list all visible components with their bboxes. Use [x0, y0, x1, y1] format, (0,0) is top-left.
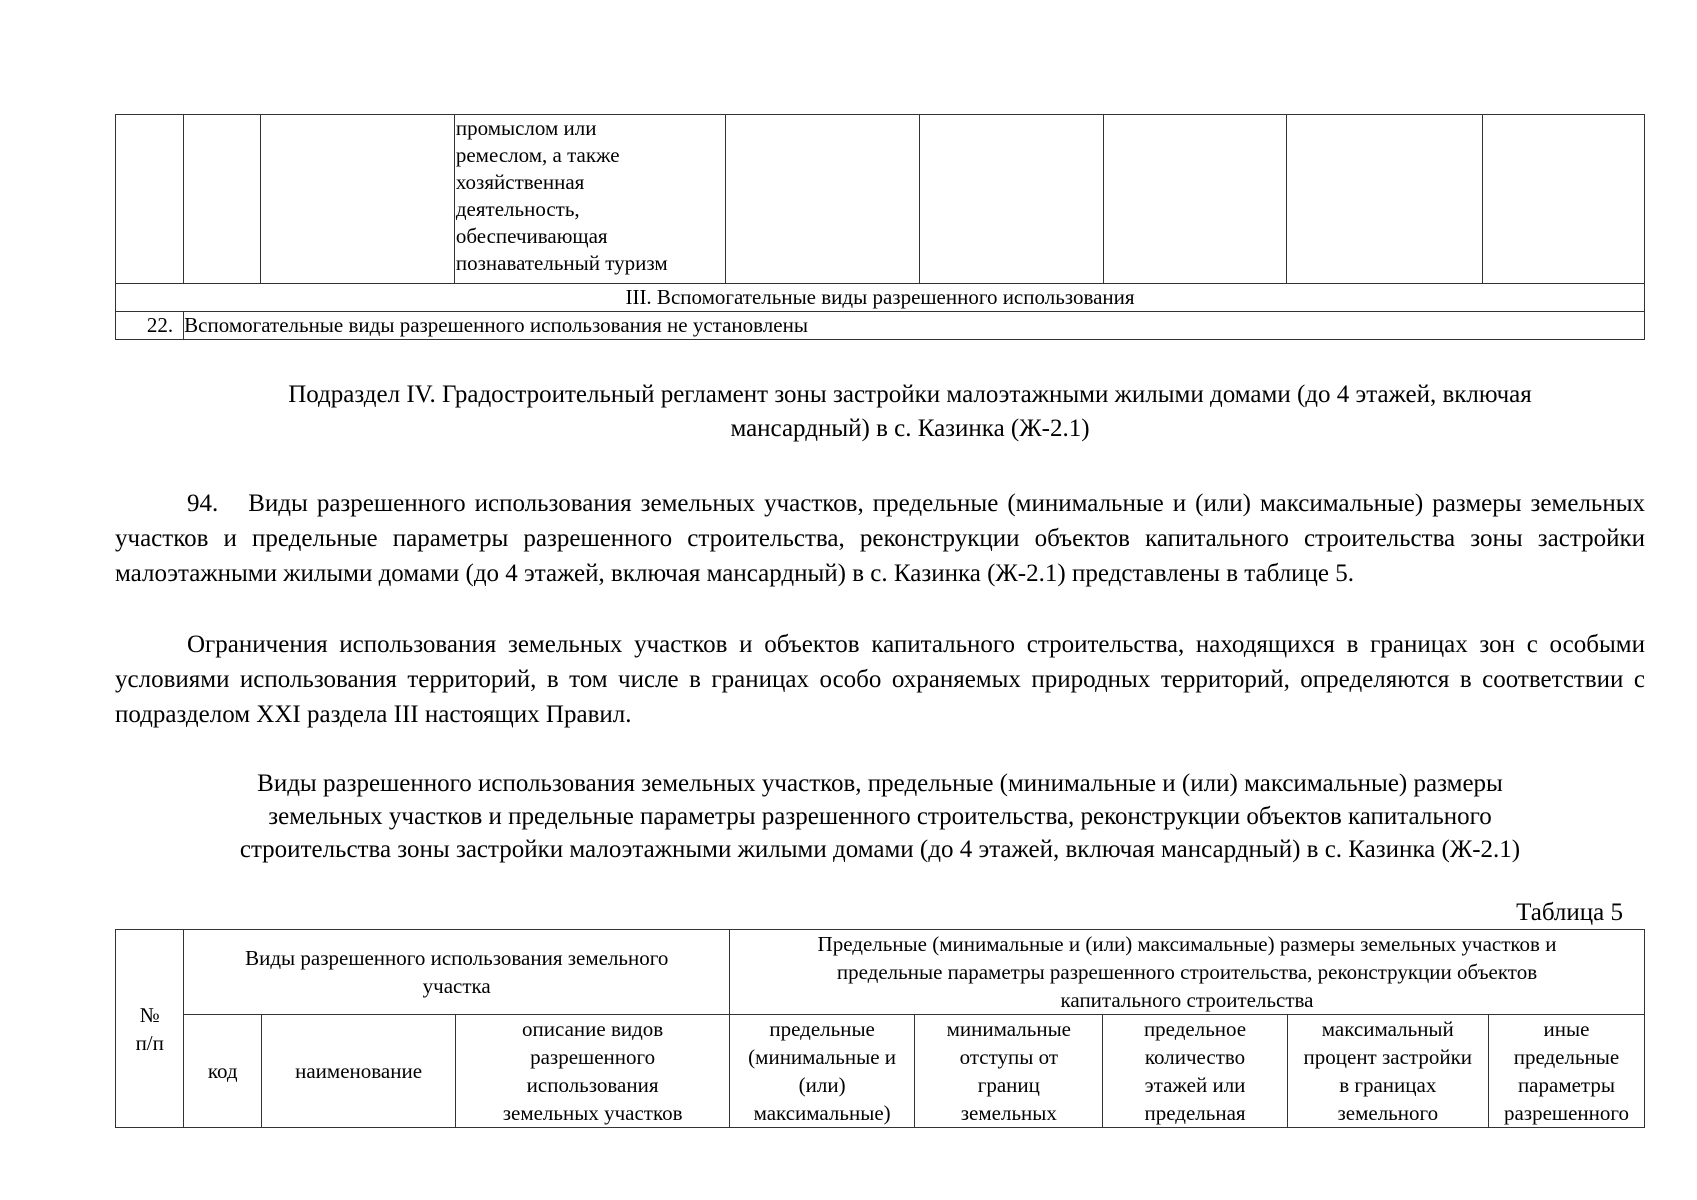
header-text-line: минимальные	[946, 1017, 1072, 1041]
paragraph-94	[115, 486, 1645, 591]
header-text-line: предельные	[1513, 1045, 1620, 1069]
row-number-cell: 22.	[116, 312, 184, 340]
table-cell	[1287, 115, 1483, 284]
header-text-line: п/п	[135, 1030, 164, 1055]
text-line: ремеслом, а также	[455, 143, 620, 167]
header-description	[456, 1015, 730, 1128]
header-text-line: отступы от	[959, 1045, 1059, 1069]
table-cell	[261, 115, 455, 284]
continued-table	[115, 114, 1645, 340]
table-5	[115, 929, 1645, 1128]
header-plot-sizes	[730, 1015, 915, 1128]
table-cell	[116, 115, 184, 284]
text-line: деятельность,	[455, 197, 580, 221]
paragraph-text: Виды разрешенного использования земельных участков, предельные (минимальные и (или) максимальные) размеры земельных участков и предельные параметры разрешенного строительства, реконструкции объектов капитального строительства зоны застройки малоэтажными жилыми домами (до 4 этажей, включая мансардный) в с. Казинка (Ж-2.1) представлены в таблице 5.	[115, 490, 1645, 587]
table-cell	[920, 115, 1103, 284]
header-text-line: (минимальные и	[748, 1045, 897, 1069]
paragraph-number: 94.	[187, 490, 219, 517]
row-text-cell: Вспомогательные виды разрешенного использования не установлены	[184, 312, 1645, 340]
header-text-line: капитального строительства	[1060, 988, 1314, 1012]
table-caption	[115, 767, 1645, 866]
header-text-line: земельных участков	[502, 1101, 683, 1125]
header-other-params	[1488, 1015, 1644, 1128]
header-text-line: этажей или	[1144, 1073, 1246, 1097]
table-cell	[184, 115, 261, 284]
header-code: код	[184, 1015, 262, 1128]
header-text-line: Предельные (минимальные и (или) максимальные) размеры земельных участков и	[817, 932, 1557, 956]
text-line: познавательный туризм	[455, 251, 668, 275]
header-text-line: разрешенного	[530, 1045, 656, 1069]
header-name: наименование	[261, 1015, 455, 1128]
paragraph-restrictions: Ограничения использования земельных участков и объектов капитального строительства, находящихся в границах зон с особыми условиями использования территорий, в том числе в границах особо охраняемых природных территорий, определяются в соответствии с подразделом XXI раздела III настоящих Правил.	[115, 631, 1645, 728]
title-line: Подраздел IV. Градостроительный регламент зоны застройки малоэтажными жилыми домами (до 4 этажей, включая	[288, 381, 1532, 408]
header-text-line: участка	[422, 974, 491, 998]
text-line: хозяйственная	[455, 170, 585, 194]
header-floors	[1103, 1015, 1287, 1128]
header-text-line: описание видов	[522, 1017, 664, 1041]
caption-line: Виды разрешенного использования земельных участков, предельные (минимальные и (или) максимальные) размеры	[257, 770, 1503, 797]
header-text-line: максимальные)	[753, 1101, 891, 1125]
header-text-line: количество	[1144, 1045, 1246, 1069]
table-cell	[1482, 115, 1645, 284]
header-text-line: предельные	[769, 1017, 875, 1041]
header-text-line: границ	[977, 1073, 1040, 1097]
header-text-line: №	[139, 1002, 160, 1027]
header-text-line: разрешенного	[1503, 1101, 1629, 1125]
header-text-line: земельного	[1337, 1101, 1439, 1125]
text-line: обеспечивающая	[455, 224, 608, 248]
table-row	[116, 115, 1645, 284]
table-header-row	[116, 1015, 1645, 1128]
caption-line: строительства зоны застройки малоэтажными жилыми домами (до 4 этажей, включая мансардный) в с. Казинка (Ж-2.1)	[239, 836, 1521, 863]
header-text-line: Виды разрешенного использования земельного	[245, 946, 669, 970]
header-text-line: (или)	[798, 1073, 846, 1097]
header-number	[116, 930, 184, 1128]
header-text-line: предельные параметры разрешенного строительства, реконструкции объектов	[836, 960, 1538, 984]
header-text-line: предельное	[1143, 1017, 1247, 1041]
table-row	[116, 312, 1645, 340]
header-text-line: процент застройки	[1303, 1045, 1473, 1069]
header-setbacks	[915, 1015, 1103, 1128]
header-text-line: параметры	[1517, 1073, 1615, 1097]
table-row	[116, 284, 1645, 312]
table-cell	[725, 115, 920, 284]
table-header-row	[116, 930, 1645, 1015]
header-text-line: в границах	[1339, 1073, 1437, 1097]
table-cell	[1103, 115, 1286, 284]
header-text-line: иные	[1543, 1017, 1590, 1041]
text-line: промыслом или	[455, 116, 597, 140]
header-coverage	[1287, 1015, 1488, 1128]
section-heading-cell: III. Вспомогательные виды разрешенного использования	[116, 284, 1645, 312]
header-group-limits	[730, 930, 1645, 1015]
continued-description-cell	[454, 115, 725, 284]
header-text-line: максимальный	[1321, 1017, 1454, 1041]
subsection-title	[190, 378, 1630, 446]
title-line: мансардный) в с. Казинка (Ж-2.1)	[730, 415, 1090, 442]
header-text-line: предельная	[1144, 1101, 1246, 1125]
header-text-line: использования	[526, 1073, 659, 1097]
table-label: Таблица 5	[1516, 899, 1623, 926]
header-group-uses	[184, 930, 730, 1015]
caption-line: земельных участков и предельные параметры разрешенного строительства, реконструкции объектов капитального	[268, 803, 1492, 830]
header-text-line: земельных	[960, 1101, 1057, 1125]
